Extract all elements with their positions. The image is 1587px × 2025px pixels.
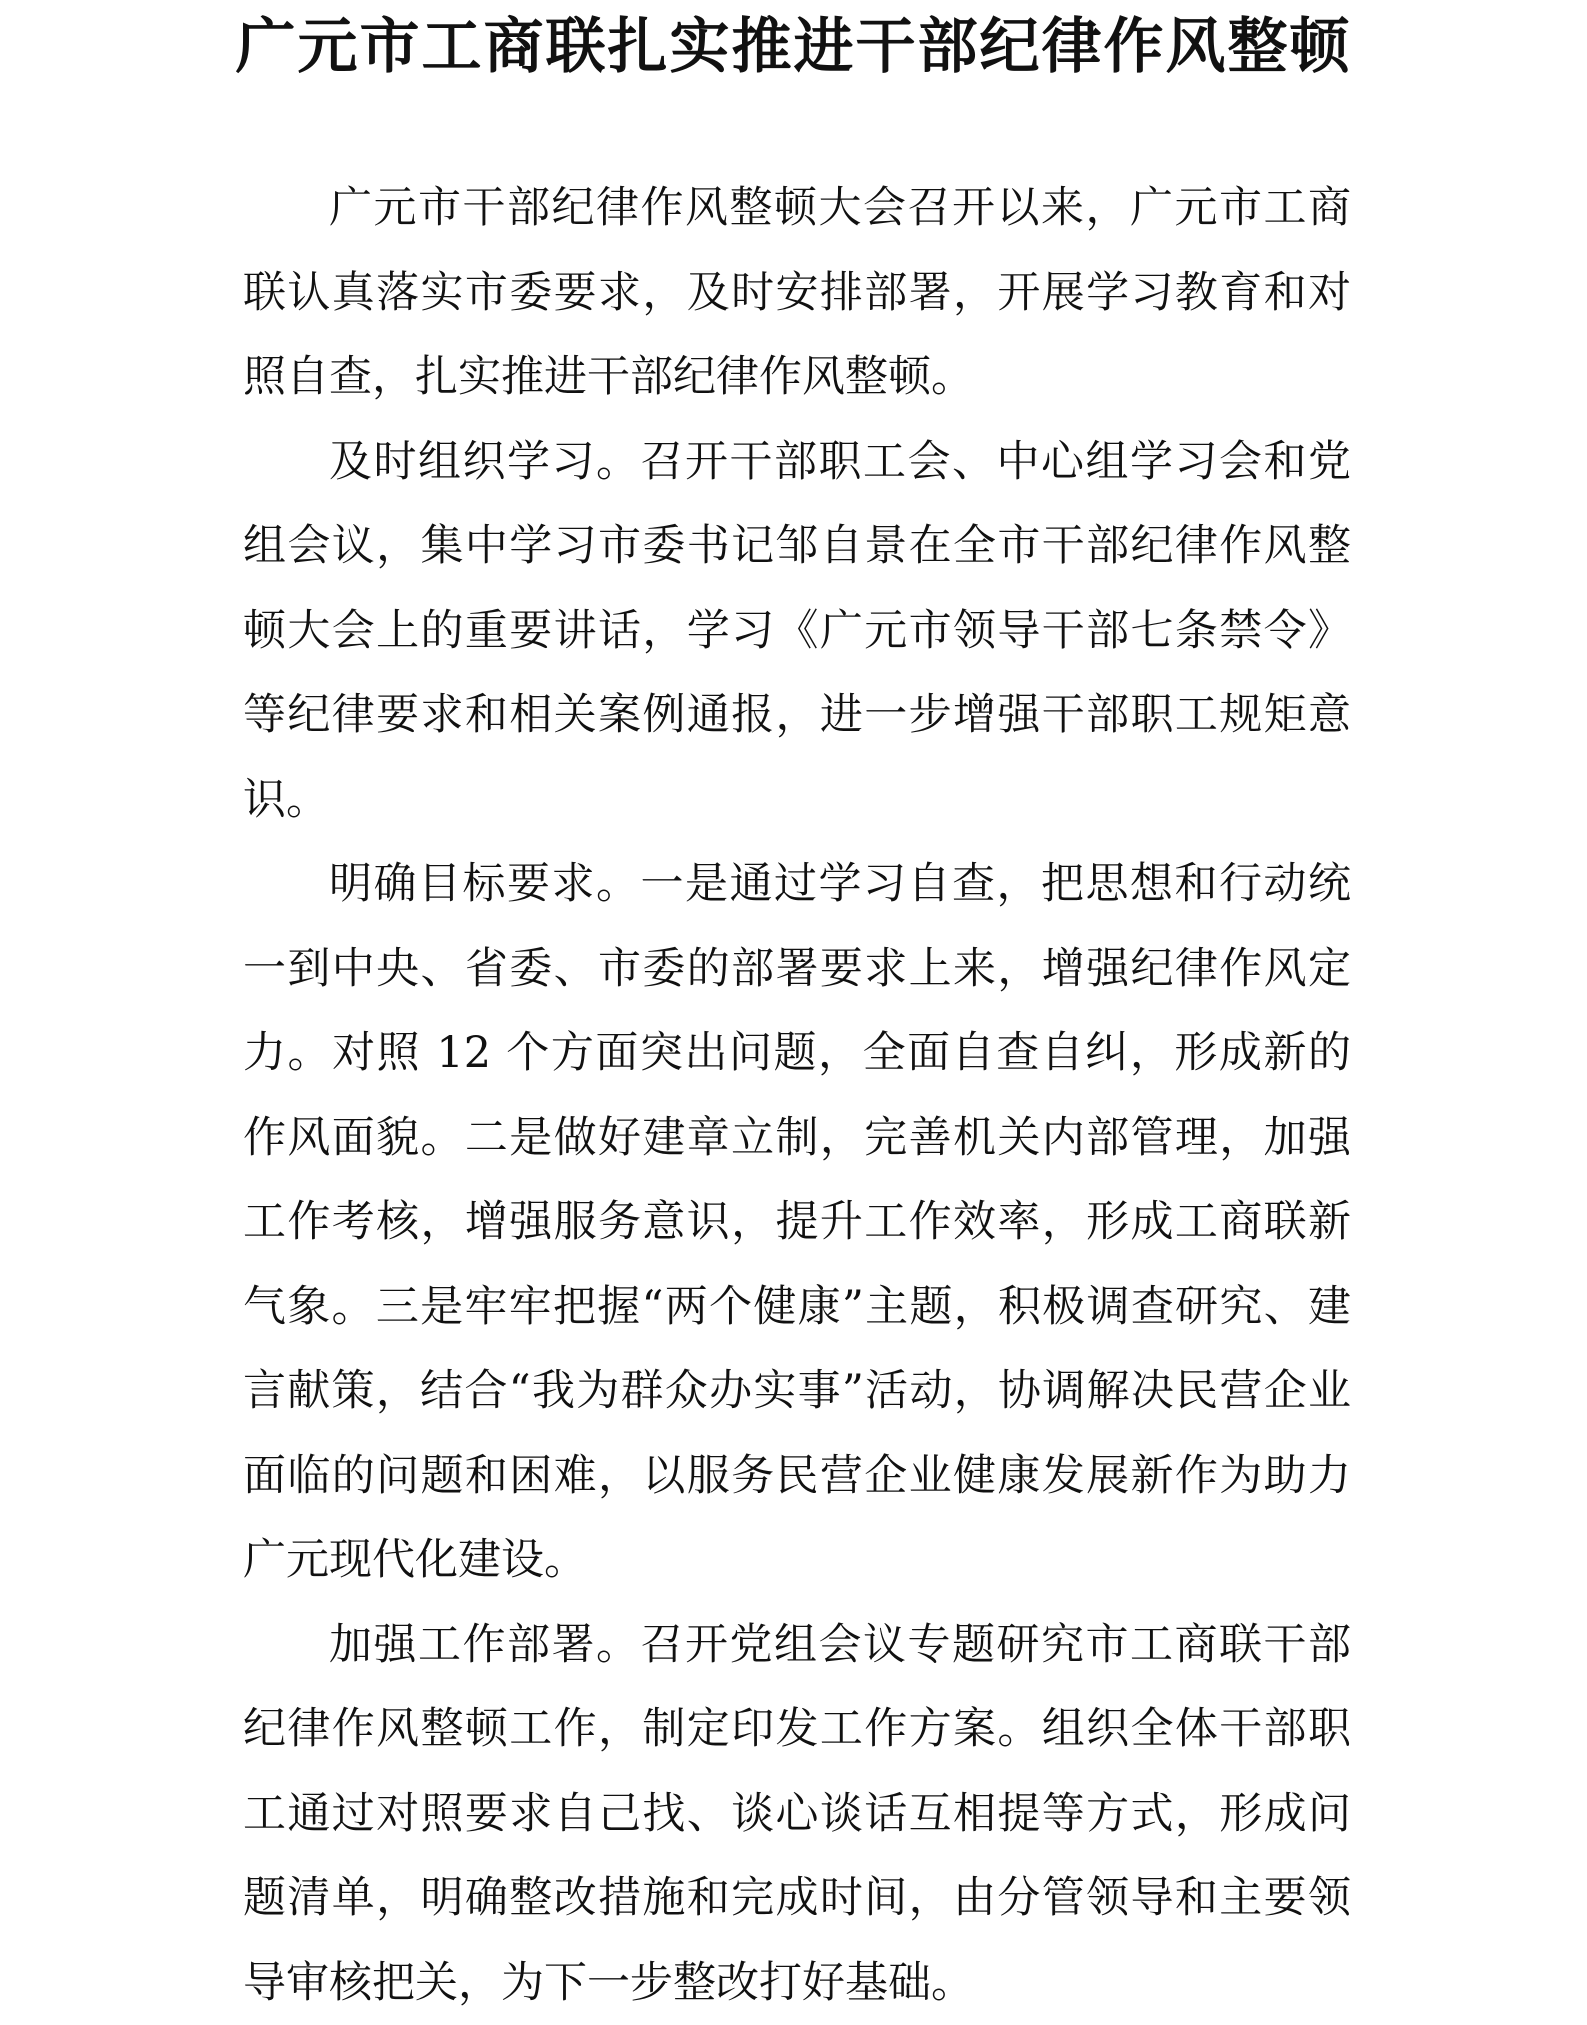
paragraph-intro: 广元市干部纪律作风整顿大会召开以来，广元市工商联认真落实市委要求，及时安排部署，开展学习教育和对照自查，扎实推进干部纪律作风整顿。 [243,166,1351,420]
paragraph-goals: 明确目标要求。一是通过学习自查，把思想和行动统一到中央、省委、市委的部署要求上来，增强纪律作风定力。对照 12 个方面突出问题，全面自查自纠，形成新的作风面貌。二是做好建章立制，完善机关内部管理，加强工作考核，增强服务意识，提升工作效率，形成工商联新气象。三是牢牢把握“两个健康”主题，积极调查研究、建言献策，结合“我为群众办实事”活动，协调解决民营企业面临的问题和困难，以服务民营企业健康发展新作为助力广元现代化建设。 [243,842,1351,1603]
paragraph-deployment: 加强工作部署。召开党组会议专题研究市工商联干部纪律作风整顿工作，制定印发工作方案。组织全体干部职工通过对照要求自己找、谈心谈话互相提等方式，形成问题清单，明确整改措施和完成时间，由分管领导和主要领导审核把关，为下一步整改打好基础。 [243,1603,1351,2025]
document-title: 广元市工商联扎实推进干部纪律作风整顿 [0,2,1587,92]
paragraph-study: 及时组织学习。召开干部职工会、中心组学习会和党组会议，集中学习市委书记邹自景在全市干部纪律作风整顿大会上的重要讲话，学习《广元市领导干部七条禁令》等纪律要求和相关案例通报，进一步增强干部职工规矩意识。 [243,420,1351,843]
document-body [243,166,1351,2025]
